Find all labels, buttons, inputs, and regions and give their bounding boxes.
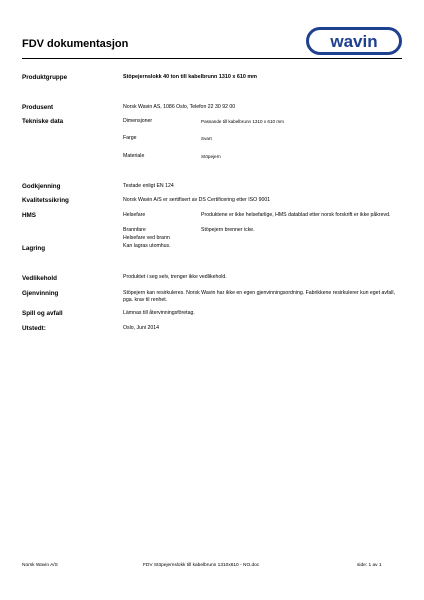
- label-gjenvinning: Gjenvinning: [22, 290, 59, 297]
- hms-key-helsefare: Helsefare: [123, 212, 146, 218]
- value-produsent: Norsk Wavin AS, 1086 Oslo, Telefon 22 30 92 00: [123, 104, 236, 110]
- value-gjenvinning: Stöpejern kan resirkuleres. Norsk Wavin har ikke en egen gjenvinningsordning. Fabrikkene resirkulerer kun eget avfall, pga. krav til renhet.: [123, 290, 395, 303]
- label-kvalitetssikring: Kvalitetssikring: [22, 197, 69, 204]
- value-spill-og-avfall: Lämnas till återvinningsföretag.: [123, 310, 195, 316]
- header-divider: [22, 58, 402, 59]
- value-produktgruppe: Stöpejernslokk 40 ton till kabelbrunn 1310 x 610 mm: [123, 74, 257, 80]
- tech-value-dimensjoner: Passande till kabelbrunn 1310 x 610 mm: [201, 119, 284, 124]
- label-lagring: Lagring: [22, 245, 46, 252]
- tech-key-materiale: Materiale: [123, 153, 145, 159]
- value-utstedt: Oslo, Juni 2014: [123, 325, 160, 331]
- label-utstedt: Utstedt:: [22, 325, 46, 332]
- label-spill-og-avfall: Spill og avfall: [22, 310, 63, 317]
- label-tekniske-data: Tekniske data: [22, 118, 64, 125]
- footer-filename: FDV Stöpejernslokk till kabelbrunn 1310x610 - NO.doc: [143, 563, 260, 568]
- tech-value-materiale: Stöpejern: [201, 154, 221, 159]
- value-godkjenning: Testade enligt EN 124: [123, 183, 174, 189]
- hms-value-helsefare: Produktene er ikke helsefarlige, HMS datablad etter norsk forskrift er ikke påkrevd.: [201, 212, 391, 218]
- hms-key-brannfare: Brannfare: [123, 227, 146, 233]
- label-produktgruppe: Produktgruppe: [22, 74, 68, 81]
- footer-page-number: side: 1 av 1: [357, 563, 382, 568]
- value-kvalitetssikring: Norsk Wavin A/S er sertifisert av DS Certificering etter ISO 9001: [123, 197, 271, 203]
- tech-key-farge: Farge: [123, 135, 137, 141]
- value-lagring: Kan lagras utomhus.: [123, 243, 171, 249]
- hms-key-helsefare-brann: Helsefare ved brann: [123, 235, 170, 241]
- value-vedlikehold: Produktet i seg selv, trenger ikke vedlikehold.: [123, 274, 227, 280]
- label-vedlikehold: Vedlikehold: [22, 275, 57, 282]
- wavin-logo: [306, 27, 402, 55]
- footer-company: Norsk Wavin A/S: [22, 563, 58, 568]
- label-hms: HMS: [22, 212, 36, 219]
- label-godkjenning: Godkjenning: [22, 183, 61, 190]
- tech-value-farge: Svart: [201, 136, 212, 141]
- label-produsent: Produsent: [22, 104, 54, 111]
- hms-value-brannfare: Stöpejern brenner icke.: [201, 227, 255, 233]
- tech-key-dimensjoner: Dimensjoner: [123, 118, 153, 124]
- logo-text: wavin: [330, 32, 378, 51]
- page-title: FDV dokumentasjon: [22, 38, 129, 50]
